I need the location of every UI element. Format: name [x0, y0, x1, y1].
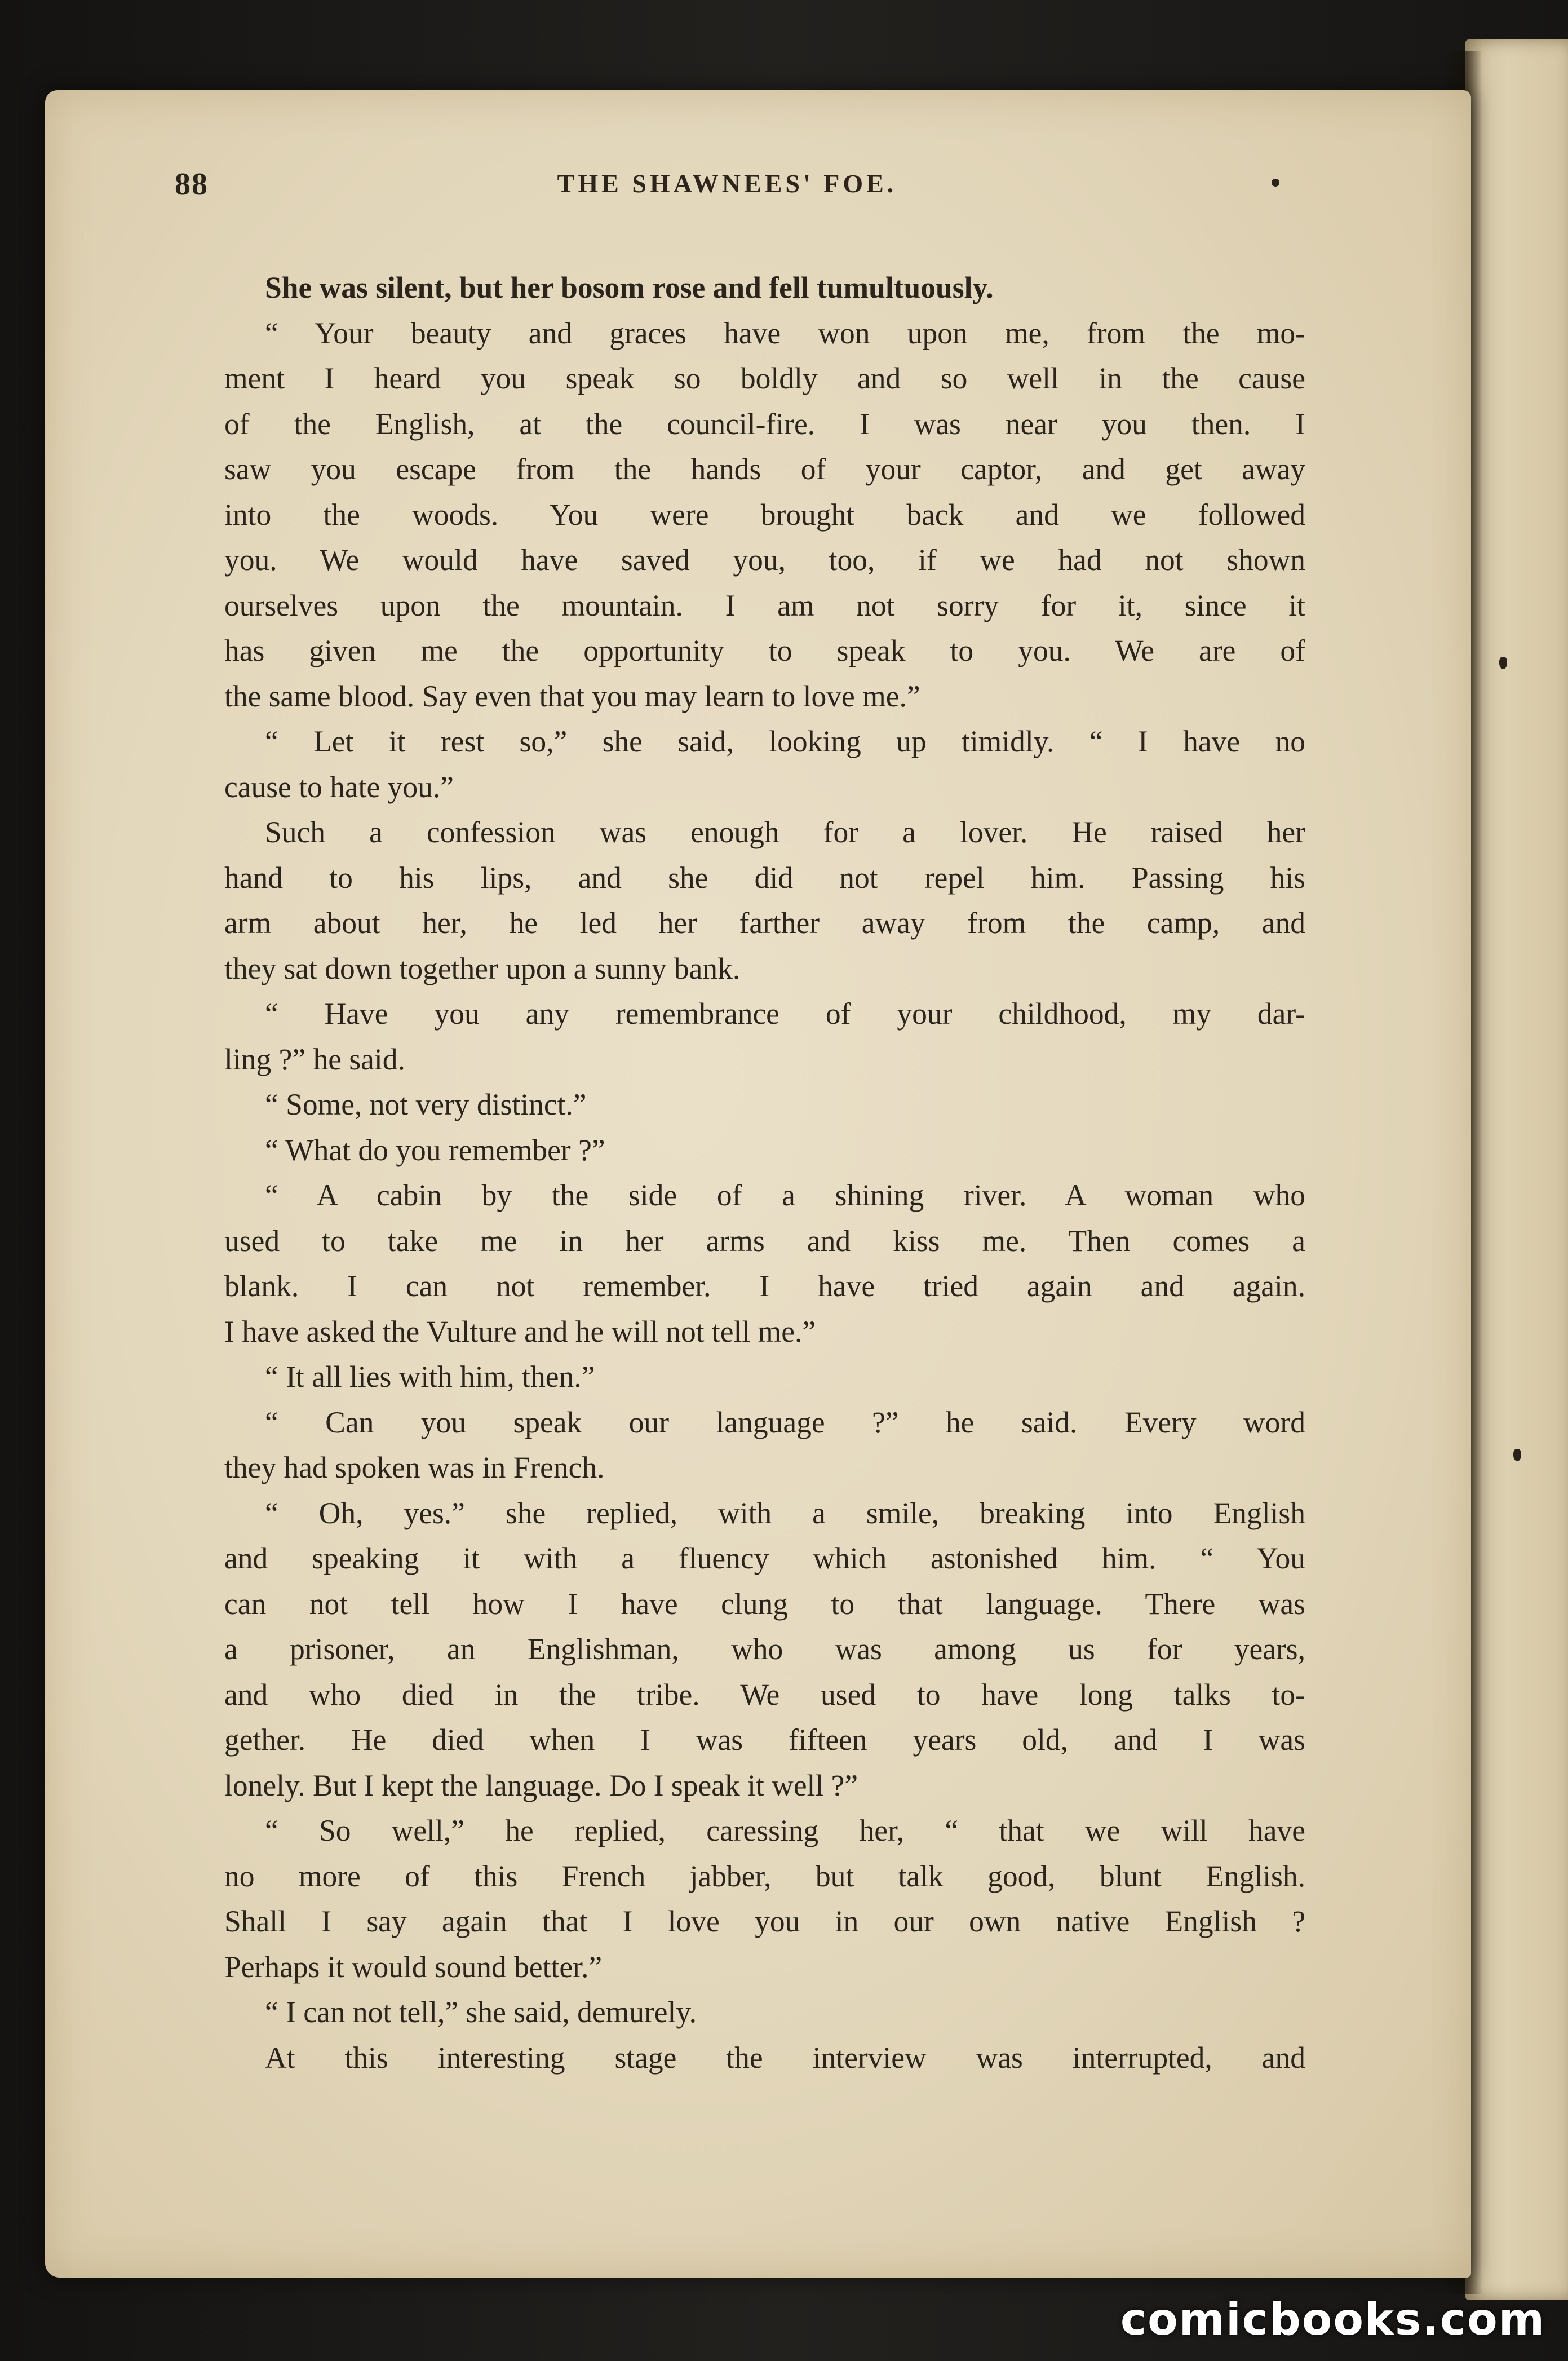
text-line: “ Your beauty and graces have won upon me, from the mo-: [265, 316, 1305, 350]
text-line: used to take me in her arms and kiss me. Then comes a: [224, 1223, 1305, 1258]
text-line: “ Oh, yes.” she replied, with a smile, breaking into English: [265, 1496, 1305, 1530]
text-line: “ Let it rest so,” she said, looking up timidly. “ I have no: [265, 724, 1305, 758]
text-line: they had spoken was in French.: [224, 1451, 605, 1484]
text-line: the same blood. Say even that you may learn to love me.”: [224, 679, 920, 713]
margin-mark: [1499, 657, 1507, 669]
text-line: no more of this French jabber, but talk good, blunt English.: [224, 1859, 1305, 1893]
body-text: [224, 265, 1305, 2080]
text-line: has given me the opportunity to speak to you. We are of: [224, 634, 1305, 667]
text-line: blank. I can not remember. I have tried again and again.: [224, 1269, 1305, 1303]
margin-mark: [1513, 1449, 1521, 1461]
header-ornament-dot: [1272, 179, 1279, 187]
text-line: At this interesting stage the interview was interrupted, and: [265, 2040, 1305, 2075]
text-line: lonely. But I kept the language. Do I speak it well ?”: [224, 1768, 858, 1802]
text-line: ment I heard you speak so boldly and so well in the cause: [224, 361, 1305, 395]
text-line: “ Some, not very distinct.”: [265, 1087, 587, 1121]
text-line: Shall I say again that I love you in our own native English ?: [224, 1904, 1305, 1938]
text-line: ourselves upon the mountain. I am not sorry for it, since it: [224, 588, 1305, 622]
text-line: into the woods. You were brought back and we followed: [224, 497, 1305, 532]
watermark: comicbooks.com: [1120, 2294, 1545, 2345]
text-line: you. We would have saved you, too, if we had not shown: [224, 543, 1305, 577]
text-line: “ I can not tell,” she said, demurely.: [265, 1995, 697, 2029]
text-line: I have asked the Vulture and he will not tell me.”: [224, 1314, 816, 1348]
text-line: “ What do you remember ?”: [265, 1133, 605, 1167]
text-line: hand to his lips, and she did not repel him. Passing his: [224, 860, 1305, 895]
text-line: they sat down together upon a sunny bank.: [224, 951, 741, 985]
text-line: “ A cabin by the side of a shining river. A woman who: [265, 1178, 1305, 1212]
text-line: and who died in the tribe. We used to have long talks to-: [224, 1677, 1305, 1712]
text-line: “ So well,” he replied, caressing her, “ that we will have: [265, 1814, 1305, 1847]
page-number: 88: [175, 167, 209, 202]
text-line: arm about her, he led her farther away from the camp, and: [224, 906, 1305, 940]
text-line: of the English, at the council-fire. I was near you then. I: [224, 406, 1305, 441]
text-line: ling ?” he said.: [224, 1042, 405, 1076]
text-line: “ Can you speak our language ?” he said. Every word: [265, 1405, 1305, 1439]
text-line: She was silent, but her bosom rose and fell tumultuously.: [265, 271, 994, 304]
page-header: [175, 166, 1279, 217]
text-line: “ It all lies with him, then.”: [265, 1360, 595, 1394]
text-line: and speaking it with a fluency which astonished him. “ You: [224, 1541, 1305, 1575]
text-line: cause to hate you.”: [224, 770, 454, 804]
text-line: can not tell how I have clung to that language. There was: [224, 1586, 1305, 1621]
text-line: saw you escape from the hands of your captor, and get away: [224, 452, 1305, 486]
text-line: “ Have you any remembrance of your childhood, my dar-: [265, 997, 1305, 1031]
text-line: Perhaps it would sound better.”: [224, 1949, 603, 1984]
running-head: THE SHAWNEES' FOE.: [557, 169, 897, 198]
text-line: a prisoner, an Englishman, who was among us for years,: [224, 1632, 1305, 1666]
text-line: gether. He died when I was fifteen years old, and I was: [224, 1723, 1305, 1757]
text-line: Such a confession was enough for a lover. He raised her: [265, 815, 1305, 849]
